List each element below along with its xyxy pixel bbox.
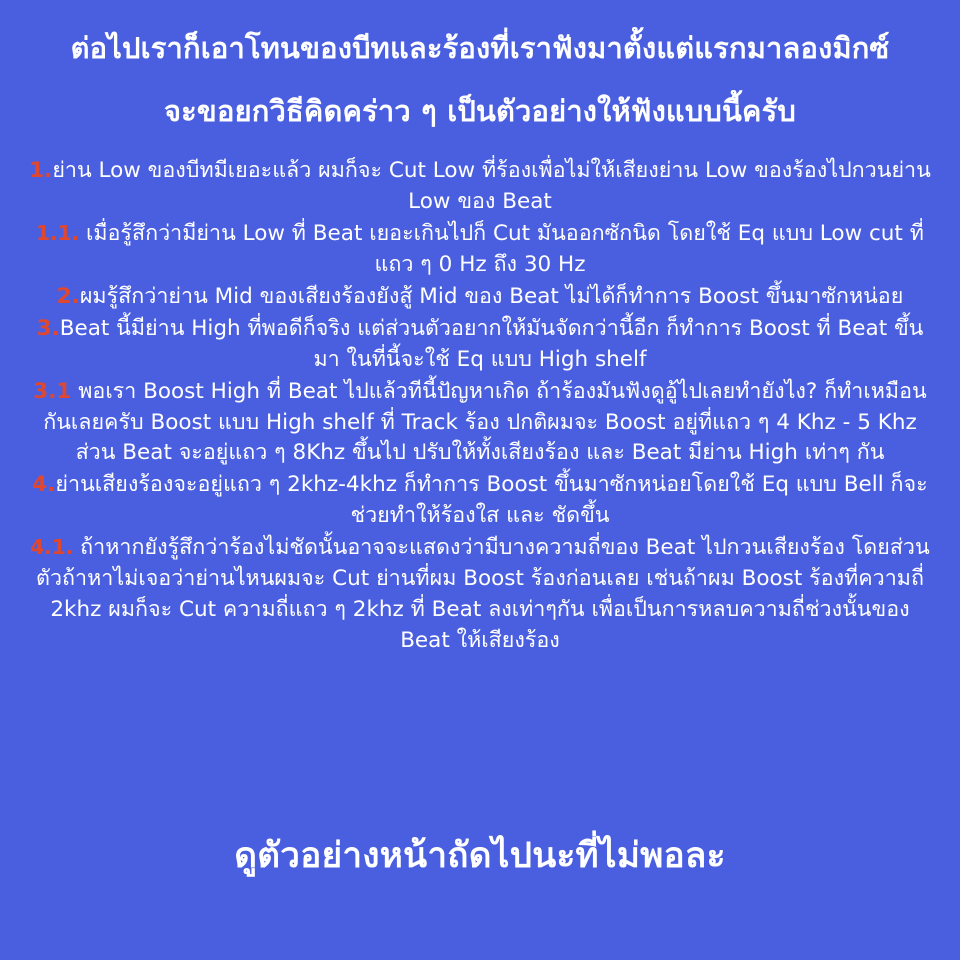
footer bbox=[0, 828, 960, 883]
list-item bbox=[24, 533, 936, 657]
list-item-number: 4. bbox=[32, 472, 56, 498]
list-item-text: เมื่อรู้สึกว่ามีย่าน Low ที่ Beat เยอะเกินไปก็ Cut มันออกซักนิด โดยใช้ Eq แบบ Low cut ที่แถว ๆ 0 Hz ถึง 30 Hz bbox=[85, 220, 924, 277]
list-item-text: พอเรา Boost High ที่ Beat ไปแล้วทีนี้ปัญหาเกิด ถ้าร้องมันฟังดูอู้ไปเลยทำยังไง? ก็ทำเหมือนกันเลยครับ Boost แบบ High shelf ที่ Track ร้อง ปกติผมจะ Boost อยู่ที่แถว ๆ 4 Khz - 5 Khz ส่วน Beat จะอยู่แถว ๆ 8Khz ขึ้นไป ปรับให้ทั้งเสียงร้อง และ Beat มีย่าน High เท่าๆ กัน bbox=[43, 378, 927, 466]
footer-text: ดูตัวอย่างหน้าถัดไปนะที่ไม่พอละ bbox=[234, 836, 726, 876]
list-item bbox=[24, 282, 936, 313]
list-item bbox=[24, 470, 936, 532]
list-item-number: 1.1. bbox=[36, 220, 80, 245]
list-item-text: ผมรู้สึกว่าย่าน Mid ของเสียงร้องยังสู้ Mid ของ Beat ไม่ได้ก็ทำการ Boost ขึ้นมาซักหน่อย bbox=[79, 283, 904, 309]
list-item-number: 4.1. bbox=[30, 535, 74, 560]
list-item-text: Beat นี้มีย่าน High ที่พอดีก็จริง แต่ส่วนตัวอยากให้มันจัดกว่านี้อีก ก็ทำการ Boost ที่ Beat ขึ้นมา ในที่นี้จะใช้ Eq แบบ High shelf bbox=[59, 315, 924, 372]
headline-line-1: ต่อไปเราก็เอาโทนของบีทและร้องที่เราฟังมาตั้งแต่แรกมาลองมิกซ์ bbox=[70, 31, 890, 65]
list-item bbox=[24, 314, 936, 376]
list-item bbox=[24, 156, 936, 218]
headline-line-2: จะขอยกวิธีคิดคร่าว ๆ เป็นตัวอย่างให้ฟังแบบนี้ครับ bbox=[163, 93, 797, 128]
list-item-text: ย่าน Low ของบีทมีเยอะแล้ว ผมก็จะ Cut Low ที่ร้องเพื่อไม่ให้เสียงย่าน Low ของร้องไปกวนย่าน Low ของ Beat bbox=[52, 157, 931, 214]
list-item-number: 2. bbox=[56, 283, 80, 309]
headline bbox=[28, 26, 932, 134]
list-item-text: ย่านเสียงร้องจะอยู่แถว ๆ 2khz-4khz ก็ทำการ Boost ขึ้นมาซักหน่อยโดยใช้ Eq แบบ Bell ก็จะช่วยทำให้ร้องใส และ ชัดขึ้น bbox=[55, 472, 928, 529]
list-item-number: 3.1 bbox=[33, 378, 72, 404]
list-item-number: 1. bbox=[29, 157, 53, 183]
body-text-block bbox=[18, 156, 942, 657]
list-item bbox=[24, 219, 936, 281]
list-item bbox=[24, 377, 936, 470]
list-item-text: ถ้าหากยังรู้สึกว่าร้องไม่ชัดนั้นอาจจะแสดงว่ามีบางความถี่ของ Beat ไปกวนเสียงร้อง โดยส่วนตัวถ้าหาไม่เจอว่าย่านไหนผมจะ Cut ย่านที่ผม Boost ร้องก่อนเลย เช่นถ้าผม Boost ร้องที่ความถี่ 2khz ผมก็จะ Cut ความถี่แถว ๆ 2khz ที่ Beat ลงเท่าๆกัน เพื่อเป็นการหลบความถี่ช่วงนั้นของ Beat ให้เสียงร้อง bbox=[36, 535, 930, 654]
list-item-number: 3. bbox=[36, 315, 60, 341]
